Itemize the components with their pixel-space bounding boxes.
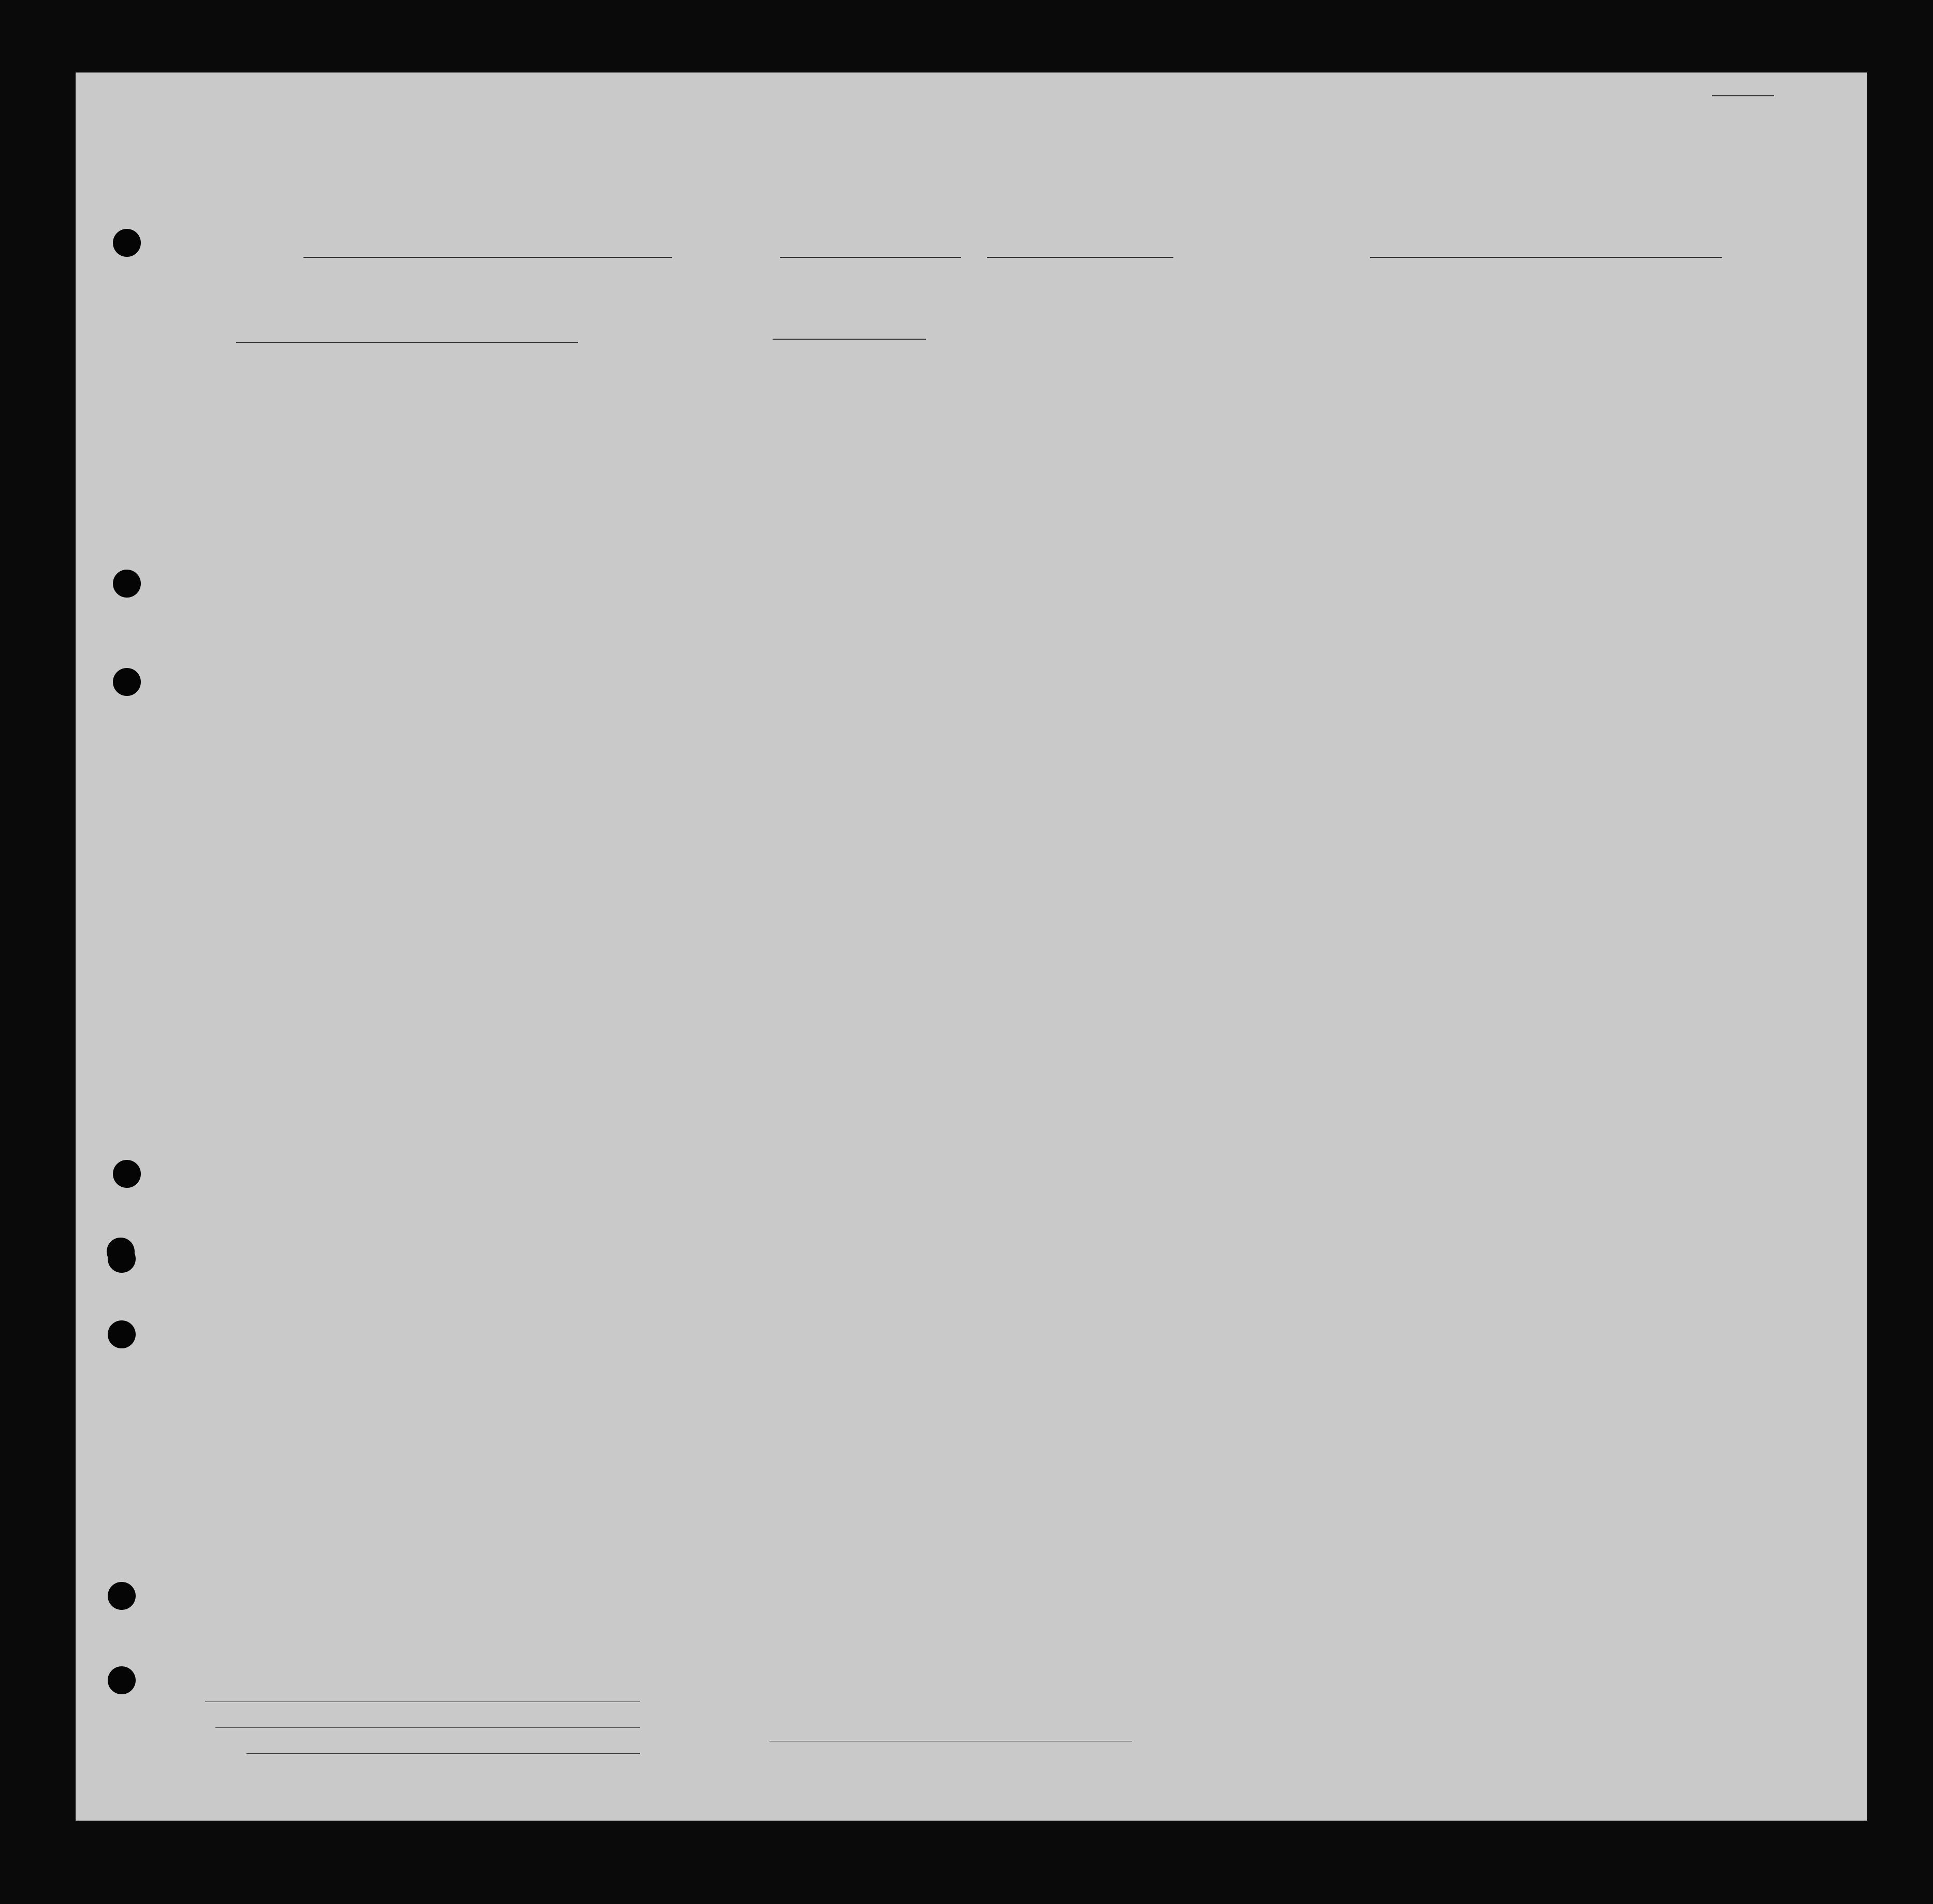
date-underline	[987, 257, 1173, 258]
punch-hole	[113, 570, 141, 598]
sheet-number	[1712, 95, 1774, 96]
punch-hole	[108, 1666, 136, 1694]
manifest-sheet	[76, 72, 1867, 1821]
hdr-shipped-rule	[773, 339, 926, 340]
owners-rule	[215, 1727, 640, 1728]
punch-hole	[113, 229, 141, 257]
agents-rule	[246, 1753, 640, 1754]
punch-hole	[108, 1582, 136, 1610]
punch-hole	[113, 1160, 141, 1188]
hdr-name-rule	[236, 342, 578, 343]
punch-hole	[108, 1320, 136, 1348]
arrival-underline	[780, 257, 961, 258]
punch-hole	[108, 1245, 136, 1273]
vessel-underline	[303, 257, 672, 258]
punch-hole	[113, 668, 141, 696]
from-underline	[1370, 257, 1722, 258]
